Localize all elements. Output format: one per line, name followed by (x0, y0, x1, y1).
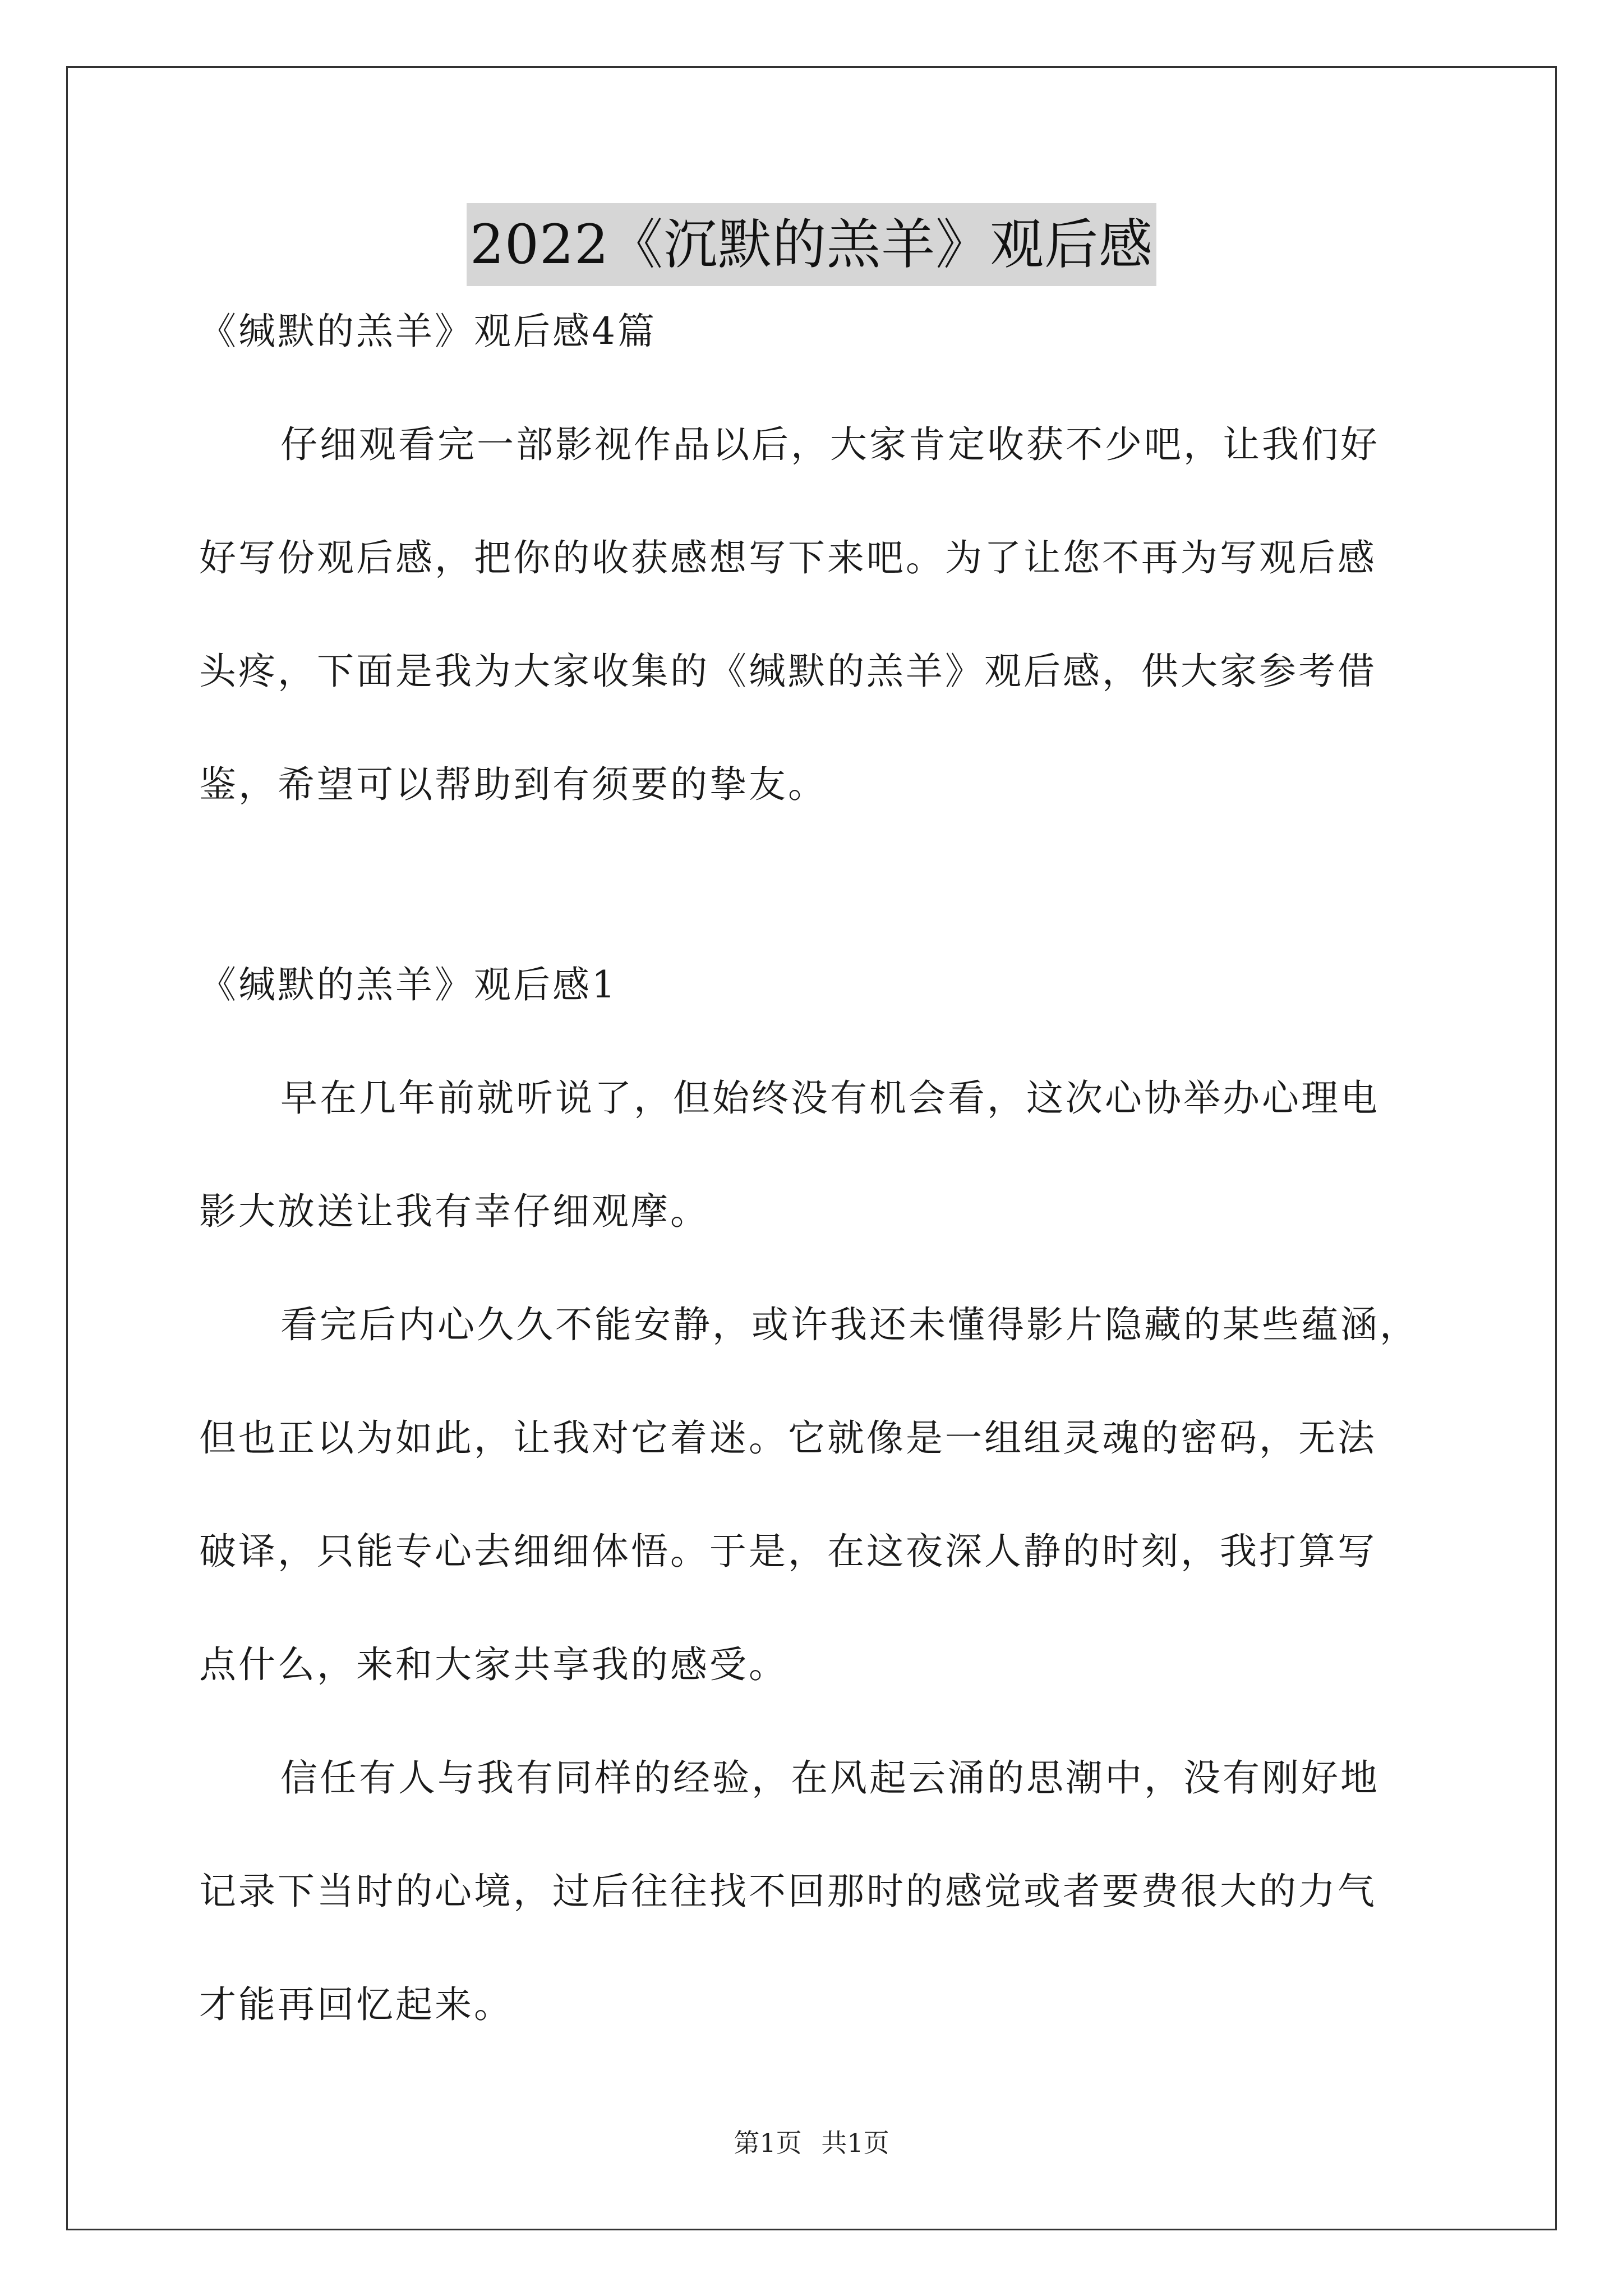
body-line: 但也正以为如此，让我对它着迷。它就像是一组组灵魂的密码，无法 (199, 1416, 1377, 1460)
subheading: 《缄默的羔羊》观后感1 (199, 963, 617, 1006)
body-line: 记录下当时的心境，过后往往找不回那时的感觉或者要费很大的力气 (199, 1870, 1377, 1913)
body-line: 好写份观后感，把你的收获感想写下来吧。为了让您不再为写观后感 (199, 536, 1377, 579)
page-total: 共1页 (821, 2128, 889, 2158)
page-footer (0, 2126, 1623, 2160)
body-line: 早在几年前就听说了，但始终没有机会看，这次心协举办心理电 (280, 1076, 1380, 1120)
body-line: 点什么，来和大家共享我的感受。 (199, 1643, 788, 1686)
document-title: 2022《沉默的羔羊》观后感 (467, 203, 1156, 286)
body-line: 信任有人与我有同样的经验，在风起云涌的思潮中，没有刚好地 (280, 1756, 1380, 1800)
body-line: 头疼，下面是我为大家收集的《缄默的羔羊》观后感，供大家参考借 (199, 650, 1377, 693)
body-line: 仔细观看完一部影视作品以后，大家肯定收获不少吧，让我们好 (280, 423, 1380, 466)
body-line: 破译，只能专心去细细体悟。于是，在这夜深人静的时刻，我打算写 (199, 1530, 1377, 1573)
page-number: 第1页 (734, 2128, 802, 2158)
body-line: 才能再回忆起来。 (199, 1983, 513, 2026)
body-line: 看完后内心久久不能安静，或许我还未懂得影片隐藏的某些蕴涵， (280, 1303, 1419, 1346)
document-body (199, 306, 1433, 2031)
title-container (0, 203, 1623, 286)
body-line: 影大放送让我有幸仔细观摩。 (199, 1190, 709, 1233)
body-line: 鉴，希望可以帮助到有须要的挚友。 (199, 763, 827, 806)
subheading: 《缄默的羔羊》观后感4篇 (199, 310, 657, 353)
